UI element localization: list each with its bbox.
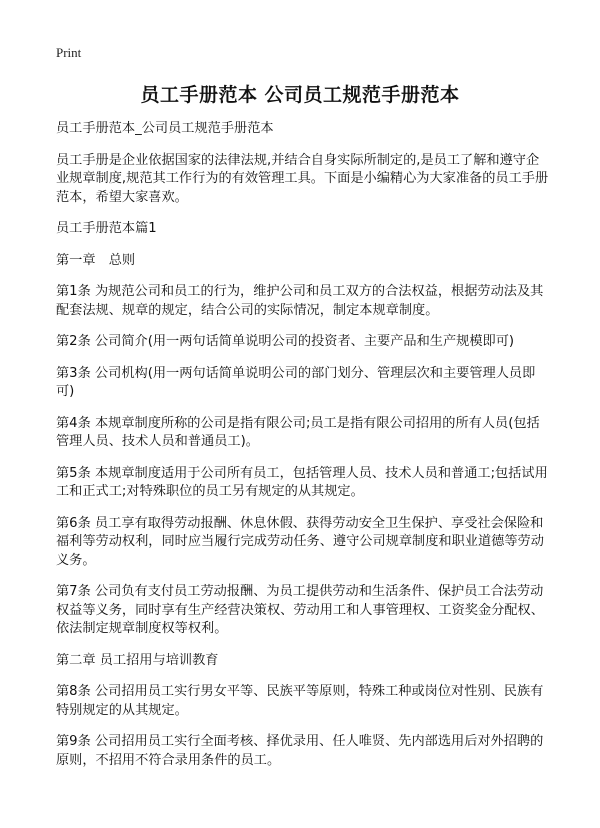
article-paragraph: 第5条 本规章制度适用于公司所有员工，包括管理人员、技术人员和普通工;包括试用工和正式工;对特殊职位的员工另有规定的从其规定。 (56, 465, 548, 499)
section-heading: 员工手册范本篇1 (56, 221, 157, 236)
article-paragraph: 第9条 公司招用员工实行全面考核、择优录用、任人唯贤、先内部选用后对外招聘的原则，不招用不符合录用条件的员工。 (56, 734, 544, 768)
article-paragraph: 第3条 公司机构(用一两句话简单说明公司的部门划分、管理层次和主要管理人员即可) (56, 365, 536, 399)
article-paragraph: 第6条 员工享有取得劳动报酬、休息休假、获得劳动安全卫生保护、享受社会保险和福利等劳动权利，同时应当履行完成劳动任务、遵守公司规章制度和职业道德等劳动义务。 (56, 515, 544, 568)
article-paragraph: 第8条 公司招用员工实行男女平等、民族平等原则，特殊工种或岗位对性别、民族有特别规定的从其规定。 (56, 684, 544, 718)
paragraph-intro: 员工手册是企业依据国家的法律法规,并结合自身实际所制定的,是员工了解和遵守企业规章制度,规范其工作行为的有效管理工具。下面是小编精心为大家准备的员工手册范本，希望大家喜欢。 (56, 152, 549, 205)
chapter-heading: 第一章 总则 (56, 252, 136, 268)
paragraph-subtitle: 员工手册范本_公司员工规范手册范本 (56, 121, 274, 136)
article-paragraph: 第7条 公司负有支付员工劳动报酬、为员工提供劳动和生活条件、保护员工合法劳动权益等义务，同时享有生产经营决策权、劳动用工和人事管理权、工资奖金分配权、依法制定规章制度权等权利。 (56, 584, 544, 636)
article-paragraph: 第1条 为规范公司和员工的行为，维护公司和员工双方的合法权益，根据劳动法及其配套法规、规章的规定，结合公司的实际情况，制定本规章制度。 (56, 284, 544, 318)
chapter-heading: 第二章 员工招用与培训教育 (56, 652, 219, 668)
print-label: Print (56, 45, 82, 60)
article-paragraph: 第2条 公司简介(用一两句话简单说明公司的投资者、主要产品和生产规模即可) (56, 334, 515, 349)
document-body (56, 120, 550, 783)
article-paragraph: 第4条 本规章制度所称的公司是指有限公司;员工是指有限公司招用的所有人员(包括管理人员、技术人员和普通员工)。 (56, 415, 540, 449)
document-title: 员工手册范本 公司员工规范手册范本 (140, 84, 460, 106)
